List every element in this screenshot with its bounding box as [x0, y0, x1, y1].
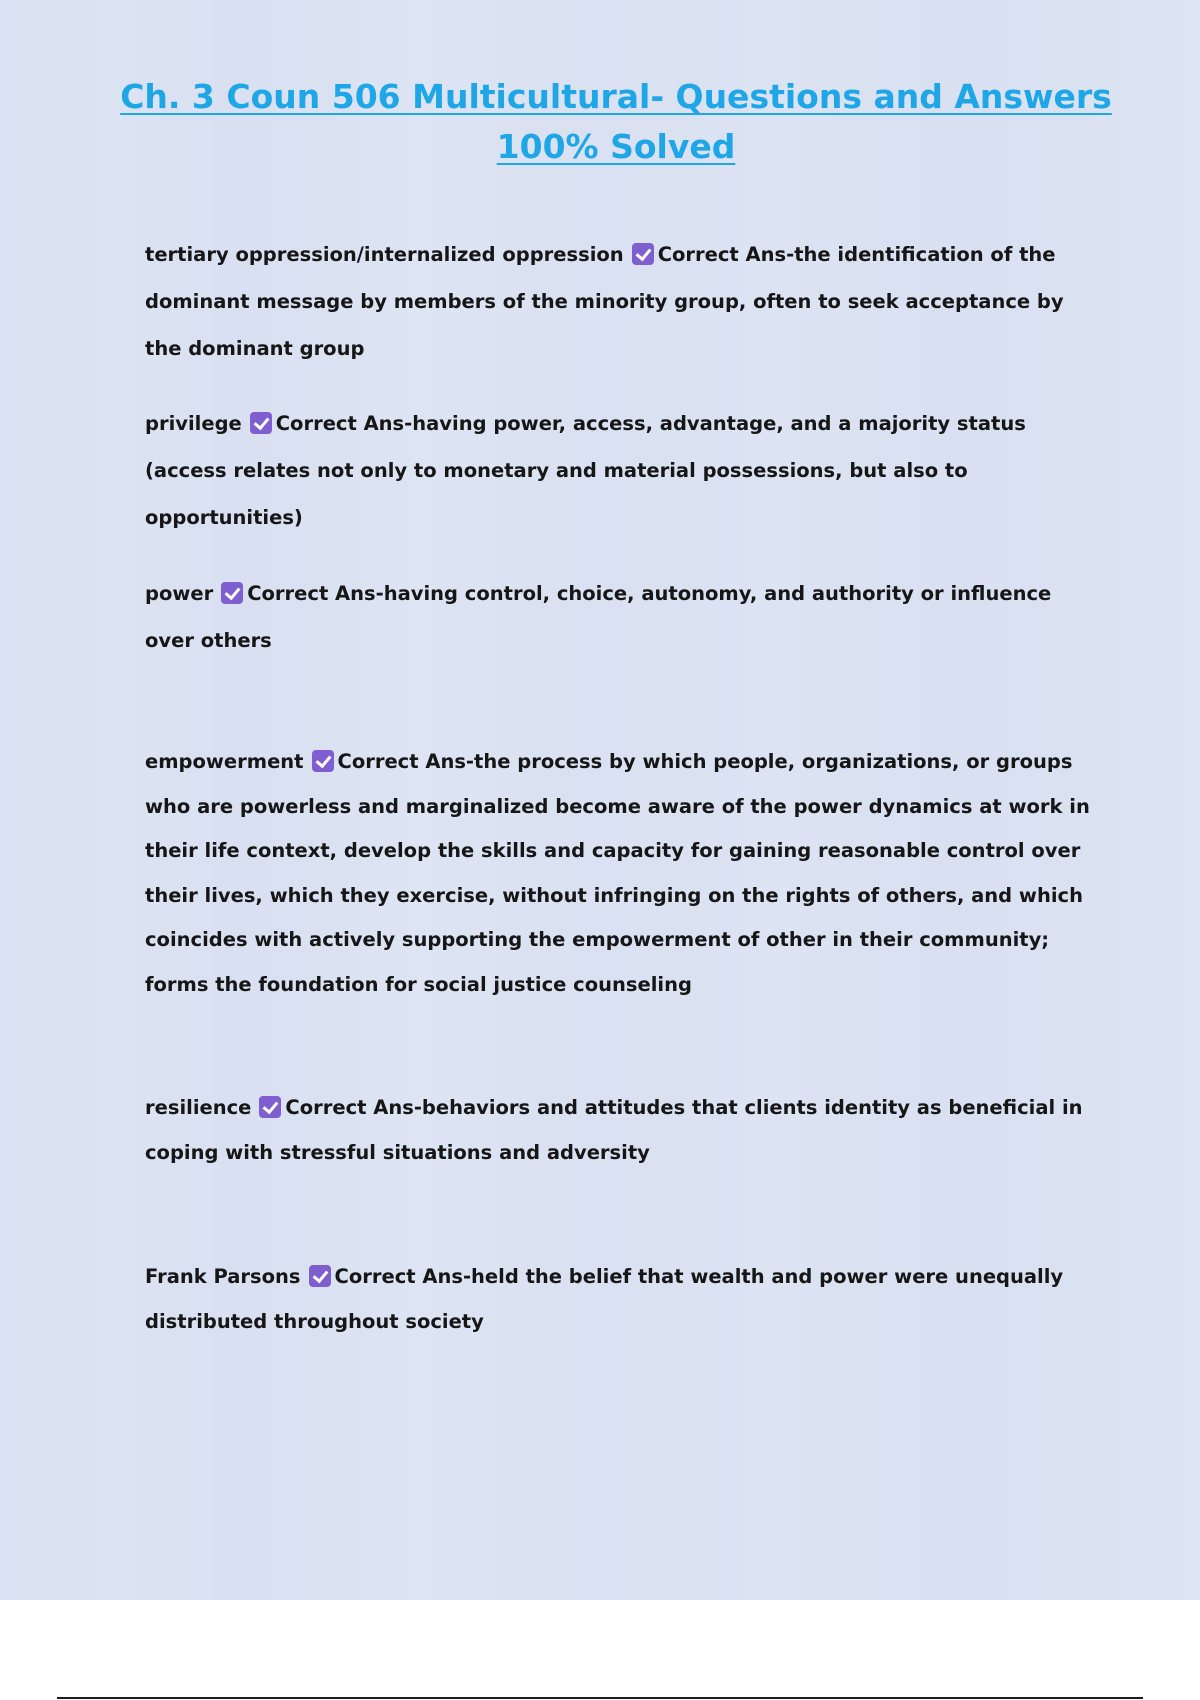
entry-term: resilience	[145, 1096, 252, 1119]
qa-entry	[145, 570, 1090, 664]
entry-answer: Correct Ans-held the belief that wealth and power were unequally distributed throughout society	[145, 1265, 1064, 1333]
document-title	[0, 72, 1200, 172]
entry-term: Frank Parsons	[145, 1265, 301, 1288]
entry-answer: Correct Ans-the process by which people, organizations, or groups who are powerless and marginalized become aware of the power dynamics at work in their life context, develop the skills and capacity for gaining reasonable control over their lives, which they exercise, without infringing on the rights of others, and which coincides with actively supporting the empowerment of other in their community; forms the foundation for social justice counseling	[145, 750, 1090, 996]
qa-entry	[145, 400, 1090, 541]
footer-divider	[57, 1697, 1143, 1699]
entry-answer: Correct Ans-the identification of the dominant message by members of the minority group, often to seek acceptance by the dominant group	[145, 243, 1064, 360]
qa-entry	[145, 1254, 1090, 1344]
entry-answer: Correct Ans-having power, access, advantage, and a majority status (access relates not only to monetary and material possessions, but also to opportunities)	[145, 412, 1026, 529]
checkbox-checked-icon	[632, 243, 654, 265]
title-line-2: 100% Solved	[496, 127, 736, 166]
title-line-1: Ch. 3 Coun 506 Multicultural- Questions and Answers	[120, 77, 1112, 116]
entry-term: empowerment	[145, 750, 304, 773]
qa-entry	[145, 231, 1090, 372]
qa-entry	[145, 1085, 1090, 1175]
qa-entry	[145, 740, 1090, 1007]
checkbox-checked-icon	[250, 412, 272, 434]
checkbox-checked-icon	[259, 1096, 281, 1118]
entry-term: tertiary oppression/internalized oppression	[145, 243, 624, 266]
entry-answer: Correct Ans-behaviors and attitudes that clients identity as beneficial in coping with stressful situations and adversity	[145, 1096, 1083, 1164]
checkbox-checked-icon	[221, 582, 243, 604]
checkbox-checked-icon	[312, 750, 334, 772]
entry-answer: Correct Ans-having control, choice, autonomy, and authority or influence over others	[145, 582, 1052, 652]
entry-term: power	[145, 582, 214, 605]
checkbox-checked-icon	[309, 1265, 331, 1287]
entry-term: privilege	[145, 412, 242, 435]
